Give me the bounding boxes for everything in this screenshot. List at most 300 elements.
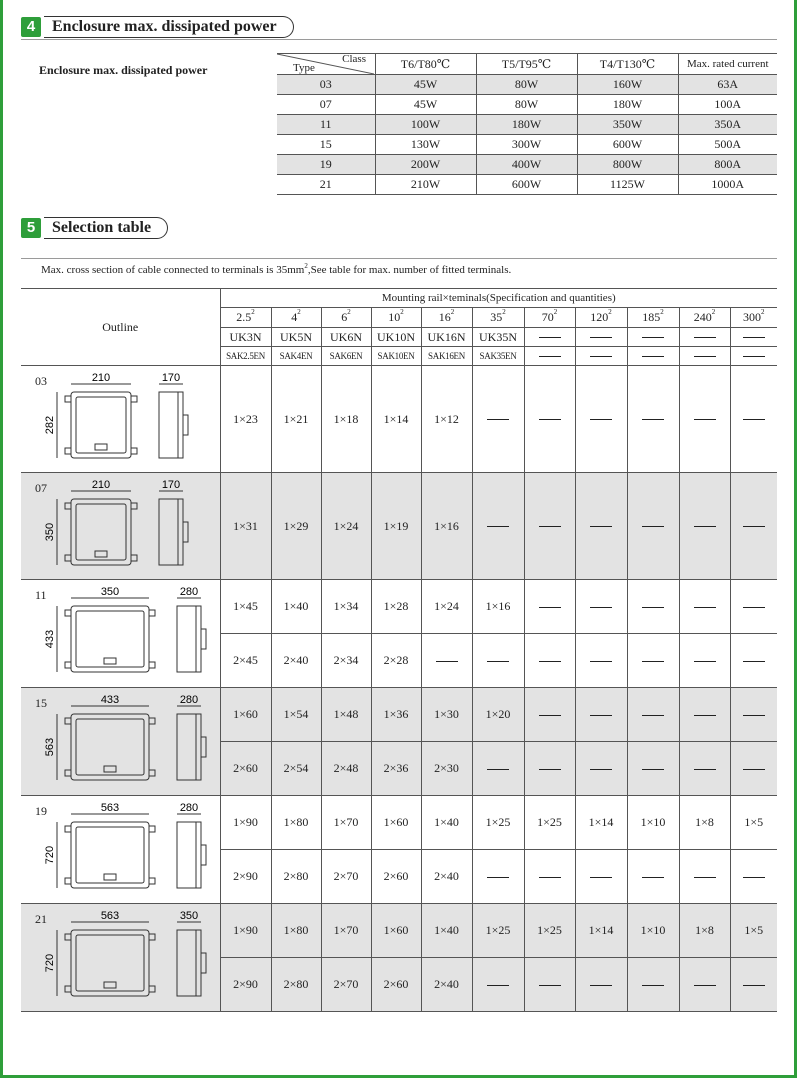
power-value-cell: 210W xyxy=(375,175,476,195)
dash xyxy=(642,661,664,662)
outline-cell xyxy=(21,796,220,904)
dash xyxy=(694,769,716,770)
quantity-cell: 1×60 xyxy=(371,796,421,850)
power-value-cell: 1000A xyxy=(678,175,777,195)
power-header-cell: T4/T130℃ xyxy=(577,54,678,75)
quantity-cell: 1×14 xyxy=(371,366,421,473)
outline-type: 11 xyxy=(35,588,47,602)
dash xyxy=(590,526,612,527)
uk-cell xyxy=(627,328,679,347)
sak-cell xyxy=(524,347,575,366)
power-value-cell: 180W xyxy=(476,115,577,135)
enclosure-drawing xyxy=(21,688,211,794)
quantity-cell: 1×40 xyxy=(271,580,321,634)
quantity-cell xyxy=(730,742,777,796)
quantity-cell xyxy=(524,366,575,473)
power-value-cell: 350A xyxy=(678,115,777,135)
dash xyxy=(590,769,612,770)
dim-depth: 170 xyxy=(161,372,181,384)
quantity-cell: 1×25 xyxy=(472,796,524,850)
power-table-header xyxy=(277,54,777,75)
quantity-cell xyxy=(627,742,679,796)
quantity-cell xyxy=(472,366,524,473)
dash xyxy=(539,661,561,662)
dash xyxy=(590,356,612,357)
quantity-cell: 1×14 xyxy=(575,904,627,958)
quantity-cell: 1×90 xyxy=(220,904,271,958)
uk-cell: UK6N xyxy=(321,328,371,347)
quantity-cell: 1×24 xyxy=(421,580,472,634)
quantity-cell xyxy=(730,473,777,580)
quantity-cell: 1×48 xyxy=(321,688,371,742)
dash xyxy=(590,661,612,662)
dash xyxy=(590,715,612,716)
quantity-cell: 1×12 xyxy=(421,366,472,473)
quantity-cell xyxy=(575,580,627,634)
section5-rule xyxy=(21,258,777,259)
section5-header xyxy=(21,216,168,240)
quantity-cell: 2×34 xyxy=(321,634,371,688)
quantity-cell xyxy=(575,366,627,473)
enclosure-side-drawing xyxy=(177,814,206,888)
quantity-cell: 1×21 xyxy=(271,366,321,473)
power-value-cell: 160W xyxy=(577,75,678,95)
sak-cell: SAK4EN xyxy=(271,347,321,366)
quantity-cell: 1×18 xyxy=(321,366,371,473)
dim-depth: 280 xyxy=(179,694,199,706)
quantity-cell: 1×25 xyxy=(524,796,575,850)
power-value-cell: 180W xyxy=(577,95,678,115)
quantity-cell xyxy=(524,634,575,688)
power-type-cell: 19 xyxy=(277,155,375,175)
dash xyxy=(539,356,561,357)
enclosure-drawing xyxy=(21,366,211,472)
power-type-cell: 15 xyxy=(277,135,375,155)
dash xyxy=(590,877,612,878)
dim-depth: 280 xyxy=(179,802,199,814)
outline-cell xyxy=(21,580,220,688)
quantity-cell xyxy=(524,742,575,796)
power-type-cell: 07 xyxy=(277,95,375,115)
dash xyxy=(694,877,716,878)
dash xyxy=(487,985,509,986)
quantity-cell xyxy=(730,958,777,1012)
quantity-cell xyxy=(524,958,575,1012)
dim-width: 210 xyxy=(91,372,111,384)
quantity-cell: 1×90 xyxy=(220,796,271,850)
quantity-cell: 1×8 xyxy=(679,904,730,958)
sak-cell: SAK2.5EN xyxy=(220,347,271,366)
quantity-cell xyxy=(627,958,679,1012)
enclosure-front-drawing xyxy=(57,598,155,672)
quantity-cell xyxy=(679,958,730,1012)
quantity-cell: 2×90 xyxy=(220,850,271,904)
dash xyxy=(694,661,716,662)
dash xyxy=(487,769,509,770)
uk-cell: UK10N xyxy=(371,328,421,347)
power-value-cell: 80W xyxy=(476,75,577,95)
outline-cell xyxy=(21,366,220,473)
selection-row xyxy=(21,688,777,742)
dash xyxy=(694,985,716,986)
dim-height: 720 xyxy=(44,845,56,865)
quantity-cell: 1×40 xyxy=(421,904,472,958)
dash xyxy=(743,337,765,338)
dim-depth: 170 xyxy=(161,479,181,491)
outline-type: 07 xyxy=(35,481,47,495)
quantity-cell: 1×54 xyxy=(271,688,321,742)
sak-cell: SAK6EN xyxy=(321,347,371,366)
dash xyxy=(487,419,509,420)
power-table-row xyxy=(277,75,777,95)
dash xyxy=(694,526,716,527)
dash xyxy=(694,419,716,420)
power-table-row xyxy=(277,95,777,115)
enclosure-drawing xyxy=(21,473,211,579)
quantity-cell: 1×60 xyxy=(371,904,421,958)
power-value-cell: 63A xyxy=(678,75,777,95)
section4-header xyxy=(21,15,294,39)
power-table xyxy=(277,53,777,195)
selection-row xyxy=(21,796,777,850)
quantity-cell xyxy=(627,634,679,688)
quantity-cell: 1×5 xyxy=(730,904,777,958)
cable-note: Max. cross section of cable connected to terminals is $35mm^2,See$ table for max. number of fitted terminals. xyxy=(41,262,512,276)
sak-cell xyxy=(627,347,679,366)
dash xyxy=(642,337,664,338)
dash xyxy=(642,356,664,357)
quantity-cell xyxy=(421,634,472,688)
quantity-cell: 1×8 xyxy=(679,796,730,850)
selection-row xyxy=(21,580,777,634)
dash xyxy=(642,526,664,527)
dash xyxy=(487,661,509,662)
quantity-cell: 2×36 xyxy=(371,742,421,796)
section4-rule xyxy=(21,39,777,40)
quantity-cell xyxy=(730,850,777,904)
quantity-cell: 2×48 xyxy=(321,742,371,796)
size-cell: $4^2$ xyxy=(271,308,321,328)
enclosure-drawing xyxy=(21,904,211,1010)
outline-header: Outline xyxy=(21,289,220,366)
selection-header-row xyxy=(21,289,777,308)
enclosure-front-drawing xyxy=(57,706,155,780)
power-value-cell: 45W xyxy=(375,75,476,95)
power-header-cell: T6/T80℃ xyxy=(375,54,476,75)
uk-cell: UK5N xyxy=(271,328,321,347)
quantity-cell xyxy=(679,742,730,796)
size-cell: $240^2$ xyxy=(679,308,730,328)
quantity-cell xyxy=(524,580,575,634)
quantity-cell: 2×30 xyxy=(421,742,472,796)
quantity-cell xyxy=(627,850,679,904)
quantity-cell: 2×40 xyxy=(421,850,472,904)
quantity-cell xyxy=(679,634,730,688)
enclosure-side-drawing xyxy=(177,598,206,672)
dash xyxy=(539,715,561,716)
quantity-cell: 1×60 xyxy=(220,688,271,742)
dash xyxy=(694,337,716,338)
power-value-cell: 600W xyxy=(577,135,678,155)
quantity-cell xyxy=(472,958,524,1012)
quantity-cell: 1×25 xyxy=(472,904,524,958)
dash xyxy=(743,715,765,716)
power-value-cell: 80W xyxy=(476,95,577,115)
quantity-cell xyxy=(575,634,627,688)
dim-width: 563 xyxy=(100,802,120,814)
dim-depth: 280 xyxy=(179,586,199,598)
quantity-cell: 1×70 xyxy=(321,904,371,958)
quantity-cell: 1×23 xyxy=(220,366,271,473)
power-table-row xyxy=(277,115,777,135)
quantity-cell xyxy=(627,580,679,634)
quantity-cell: 1×70 xyxy=(321,796,371,850)
dim-height: 720 xyxy=(44,953,56,973)
power-header-cell: Max. rated current xyxy=(678,54,777,75)
uk-cell: UK16N xyxy=(421,328,472,347)
quantity-cell xyxy=(575,688,627,742)
quantity-cell xyxy=(679,850,730,904)
quantity-cell xyxy=(472,634,524,688)
enclosure-side-drawing xyxy=(159,384,188,458)
corner-class: Class xyxy=(342,54,366,65)
size-cell: $6^2$ xyxy=(321,308,371,328)
enclosure-drawing xyxy=(21,580,211,686)
quantity-cell: 2×60 xyxy=(371,958,421,1012)
quantity-cell: 1×29 xyxy=(271,473,321,580)
dash xyxy=(436,661,458,662)
dim-height: 350 xyxy=(44,522,56,542)
outline-type: 19 xyxy=(35,804,47,818)
power-value-cell: 600W xyxy=(476,175,577,195)
uk-cell xyxy=(730,328,777,347)
quantity-cell xyxy=(730,634,777,688)
power-table-row xyxy=(277,135,777,155)
corner-type: Type xyxy=(293,62,315,74)
power-value-cell: 400W xyxy=(476,155,577,175)
quantity-cell xyxy=(627,473,679,580)
size-cell: $70^2$ xyxy=(524,308,575,328)
quantity-cell: 2×60 xyxy=(371,850,421,904)
uk-cell xyxy=(575,328,627,347)
dash xyxy=(590,337,612,338)
power-value-cell: 130W xyxy=(375,135,476,155)
quantity-cell: 2×70 xyxy=(321,850,371,904)
dim-width: 210 xyxy=(91,479,111,491)
dash xyxy=(743,526,765,527)
power-value-cell: 300W xyxy=(476,135,577,155)
dash xyxy=(694,607,716,608)
quantity-cell xyxy=(575,850,627,904)
dash xyxy=(743,877,765,878)
quantity-cell: 1×5 xyxy=(730,796,777,850)
enclosure-side-drawing xyxy=(159,491,188,565)
dash xyxy=(743,769,765,770)
quantity-cell xyxy=(679,366,730,473)
power-value-cell: 200W xyxy=(375,155,476,175)
dash xyxy=(539,877,561,878)
quantity-cell: 1×10 xyxy=(627,796,679,850)
power-value-cell: 1125W xyxy=(577,175,678,195)
dash xyxy=(743,607,765,608)
size-cell: $120^2$ xyxy=(575,308,627,328)
uk-cell: UK3N xyxy=(220,328,271,347)
quantity-cell xyxy=(730,366,777,473)
quantity-cell xyxy=(524,688,575,742)
dash xyxy=(642,769,664,770)
enclosure-front-drawing xyxy=(57,384,137,458)
quantity-cell xyxy=(627,688,679,742)
quantity-cell xyxy=(575,958,627,1012)
quantity-cell: 1×25 xyxy=(524,904,575,958)
sak-cell xyxy=(575,347,627,366)
quantity-cell: 1×10 xyxy=(627,904,679,958)
mounting-header: Mounting rail×teminals(Specification and quantities) xyxy=(220,289,777,308)
quantity-cell: 2×80 xyxy=(271,850,321,904)
size-cell: $185^2$ xyxy=(627,308,679,328)
dash xyxy=(539,419,561,420)
quantity-cell: 2×54 xyxy=(271,742,321,796)
quantity-cell xyxy=(679,580,730,634)
dash xyxy=(539,769,561,770)
enclosure-side-drawing xyxy=(177,706,206,780)
dash xyxy=(642,877,664,878)
sak-cell: SAK16EN xyxy=(421,347,472,366)
size-cell: $2.5^2$ xyxy=(220,308,271,328)
power-type-cell: 21 xyxy=(277,175,375,195)
quantity-cell: 1×30 xyxy=(421,688,472,742)
power-table-row xyxy=(277,175,777,195)
dash xyxy=(539,337,561,338)
quantity-cell xyxy=(575,742,627,796)
quantity-cell: 2×40 xyxy=(421,958,472,1012)
quantity-cell: 2×40 xyxy=(271,634,321,688)
dash xyxy=(743,985,765,986)
outline-cell xyxy=(21,904,220,1012)
power-table-label: Enclosure max. dissipated power xyxy=(39,63,208,77)
quantity-cell: 2×60 xyxy=(220,742,271,796)
dim-width: 350 xyxy=(100,586,120,598)
quantity-cell: 2×45 xyxy=(220,634,271,688)
uk-cell xyxy=(679,328,730,347)
dim-depth: 350 xyxy=(179,910,199,922)
enclosure-front-drawing xyxy=(57,922,155,996)
dash xyxy=(487,526,509,527)
dim-height: 282 xyxy=(44,415,56,435)
dash xyxy=(743,661,765,662)
sak-cell xyxy=(730,347,777,366)
power-type-cell: 03 xyxy=(277,75,375,95)
dash xyxy=(539,526,561,527)
size-cell: $300^2$ xyxy=(730,308,777,328)
quantity-cell: 1×19 xyxy=(371,473,421,580)
power-value-cell: 800W xyxy=(577,155,678,175)
section5-number: 5 xyxy=(21,218,41,238)
sak-cell: SAK10EN xyxy=(371,347,421,366)
dash xyxy=(743,419,765,420)
enclosure-side-drawing xyxy=(177,922,206,996)
quantity-cell xyxy=(524,473,575,580)
dim-width: 433 xyxy=(100,694,120,706)
power-value-cell: 800A xyxy=(678,155,777,175)
dash xyxy=(539,985,561,986)
quantity-cell xyxy=(575,473,627,580)
outline-type: 15 xyxy=(35,696,47,710)
power-header-cell: T5/T95℃ xyxy=(476,54,577,75)
quantity-cell: 1×20 xyxy=(472,688,524,742)
sak-cell xyxy=(679,347,730,366)
quantity-cell: 1×80 xyxy=(271,796,321,850)
power-value-cell: 45W xyxy=(375,95,476,115)
quantity-cell: 1×34 xyxy=(321,580,371,634)
quantity-cell xyxy=(472,742,524,796)
section4-number: 4 xyxy=(21,17,41,37)
quantity-cell: 2×80 xyxy=(271,958,321,1012)
quantity-cell xyxy=(730,580,777,634)
dash xyxy=(642,715,664,716)
quantity-cell: 1×16 xyxy=(472,580,524,634)
quantity-cell: 1×28 xyxy=(371,580,421,634)
dash xyxy=(539,607,561,608)
quantity-cell: 2×28 xyxy=(371,634,421,688)
dash xyxy=(590,607,612,608)
dim-height: 433 xyxy=(44,629,56,649)
dash xyxy=(694,356,716,357)
quantity-cell xyxy=(472,850,524,904)
quantity-cell xyxy=(679,473,730,580)
power-value-cell: 100A xyxy=(678,95,777,115)
quantity-cell xyxy=(730,688,777,742)
outline-cell xyxy=(21,688,220,796)
quantity-cell: 1×14 xyxy=(575,796,627,850)
quantity-cell xyxy=(524,850,575,904)
selection-row xyxy=(21,904,777,958)
selection-row xyxy=(21,473,777,580)
outline-cell xyxy=(21,473,220,580)
outline-type: 03 xyxy=(35,374,47,388)
uk-cell xyxy=(524,328,575,347)
power-table-row xyxy=(277,155,777,175)
quantity-cell: 1×80 xyxy=(271,904,321,958)
quantity-cell: 1×31 xyxy=(220,473,271,580)
selection-table xyxy=(21,288,777,1012)
power-value-cell: 500A xyxy=(678,135,777,155)
dim-width: 563 xyxy=(100,910,120,922)
section4-title: Enclosure max. dissipated power xyxy=(44,16,294,38)
quantity-cell: 1×45 xyxy=(220,580,271,634)
dash xyxy=(590,419,612,420)
size-cell: $10^2$ xyxy=(371,308,421,328)
dash xyxy=(642,985,664,986)
power-table-corner xyxy=(277,54,375,75)
quantity-cell: 2×90 xyxy=(220,958,271,1012)
dash xyxy=(694,715,716,716)
dash xyxy=(590,985,612,986)
enclosure-front-drawing xyxy=(57,814,155,888)
quantity-cell: 2×70 xyxy=(321,958,371,1012)
selection-row xyxy=(21,366,777,473)
size-cell: $16^2$ xyxy=(421,308,472,328)
quantity-cell xyxy=(679,688,730,742)
quantity-cell: 1×16 xyxy=(421,473,472,580)
sak-cell: SAK35EN xyxy=(472,347,524,366)
power-value-cell: 100W xyxy=(375,115,476,135)
quantity-cell: 1×40 xyxy=(421,796,472,850)
quantity-cell xyxy=(472,473,524,580)
section5-title: Selection table xyxy=(44,217,168,239)
dash xyxy=(487,877,509,878)
outline-type: 21 xyxy=(35,912,47,926)
